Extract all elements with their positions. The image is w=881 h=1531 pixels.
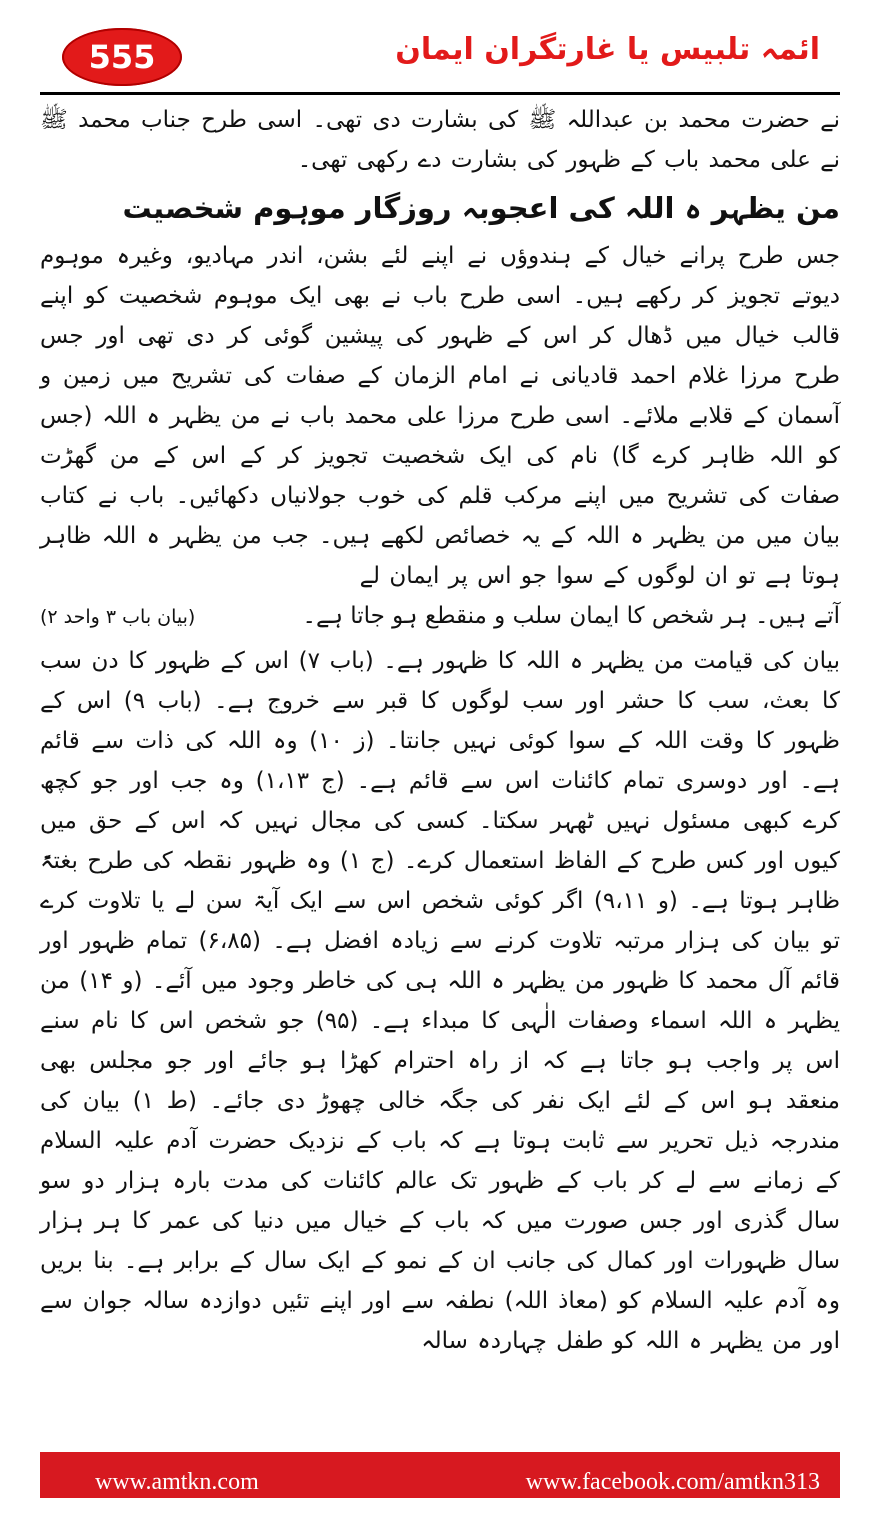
paragraph-2: بیان کی قیامت من یظہر ہ اللہ کا ظہور ہے۔ (باب ۷) اس کے ظہور کا دن سب کا بعث، سب کا حشر اور سب لوگوں کا قبر سے خروج ہے۔ (باب ۹) اس کے ظہور کا وقت اللہ کے سوا کوئی نہیں جانتا۔ (ز ۱۰) وہ اللہ کی ذات سے قائم ہے۔ اور دوسری تمام کائنات اس سے قائم ہے۔ (ج ۱،۱۳) وہ جب اور جو کچھ کرے کبھی مسئول نہیں ٹھہر سکتا۔ کسی کی مجال نہیں کہ اس کے حق میں کیوں اور کس طرح کے الفاظ استعمال کرے۔ (ج ۱) وہ ظہور نقطہ کی طرح بغتۃً ظاہر ہوتا ہے۔ (و ۹،۱۱) اگر کوئی شخص اس سے ایک آیۃ سن لے یا تلاوت کرے تو بیان کی ہزار مرتبہ تلاوت کرنے سے زیادہ افضل ہے۔ (۶،۸۵) تمام ظہور اور قائم آل محمد کا ظہور من یظہر ہ اللہ ہی کی خاطر وجود میں آئے۔ (و ۱۴) من یظہر ہ اللہ اسماء وصفات الٰہی کا مبداء ہے۔ (۹۵) جو شخص اس کا نام سنے اس پر واجب ہو جاتا ہے کہ از راہ احترام کھڑا ہو جائے اور جو مجلس بھی منعقد ہو اس کے لئے ایک نفر کی جگہ خالی چھوڑ دی جائے۔ (ط ۱) بیان کی مندرجہ ذیل تحریر سے ثابت ہوتا ہے کہ باب کے نزدیک حضرت آدم علیہ السلام کے زمانے سے لے کر باب کے ظہور تک عالم کائنات کی مدت بارہ ہزار دو سو سال گذری اور جس صورت میں کہ باب کے خیال میں دنیا کی عمر کا ہر ہزار سال ظہورات اور کمال کی جانب ان کے نمو کے ایک سال کے برابر ہے۔ بنا بریں وہ آدم علیہ السلام کو (معاذ اللہ) نطفہ سے اور اپنے تئیں دوازدہ سالہ جوان سے اور من یظہر ہ اللہ کو طفل چہاردہ سالہ bbox=[40, 648, 841, 1354]
page-header bbox=[40, 22, 840, 92]
footer-bar bbox=[40, 1466, 840, 1498]
website-link[interactable]: www.amtkn.com bbox=[95, 1468, 259, 1495]
footer-rule bbox=[40, 1452, 840, 1466]
citation-reference: (بیان باب ۳ واحد ۲) bbox=[40, 606, 196, 628]
facebook-link[interactable]: www.facebook.com/amtkn313 bbox=[525, 1468, 820, 1495]
paragraph-1-closing-line bbox=[40, 596, 840, 637]
page-body bbox=[40, 100, 840, 1361]
section-heading: من یظہر ہ اللہ کی اعجوبہ روزگار موہوم شخصیت bbox=[122, 191, 840, 225]
paragraph-1: جس طرح پرانے خیال کے ہندوؤں نے اپنے لئے بشن، اندر مہادیو، وغیرہ موہوم دیوتے تجویز کر رکھے ہیں۔ اسی طرح باب نے بھی ایک موہوم شخصیت کو اپنے قالب خیال میں ڈھال کر اس کے ظہور کی پیشین گوئی کر دی تھی اور جس طرح مرزا غلام احمد قادیانی نے امام الزمان کے صفات کی تشریح میں زمین و آسمان کے قلابے ملائے۔ اسی طرح مرزا علی محمد باب نے من یظہر ہ اللہ (جس کو اللہ ظاہر کرے گا) نام کی ایک شخصیت تجویز کر کے اس کے من گھڑت صفات کی تشریح میں اپنے مرکب قلم کی خوب جولانیاں دکھائیں۔ باب نے کتاب بیان میں من یظہر ہ اللہ کے یہ خصائص لکھے ہیں۔ جب من یظہر ہ اللہ ظاہر ہوتا ہے تو ان لوگوں کے سوا جو اس پر ایمان لے bbox=[40, 243, 840, 589]
header-divider bbox=[40, 92, 840, 95]
intro-paragraph: نے حضرت محمد بن عبداللہ ﷺ کی بشارت دی تھی۔ اسی طرح جناب محمد ﷺ نے علی محمد باب کے ظہور کی بشارت دے رکھی تھی۔ bbox=[40, 107, 840, 173]
page-number-badge: 555 bbox=[62, 28, 182, 86]
paragraph-1-last-line: آتے ہیں۔ ہر شخص کا ایمان سلب و منقطع ہو جاتا ہے۔ bbox=[302, 603, 840, 629]
running-title: ائمہ تلبیس یا غارتگران ایمان bbox=[395, 32, 820, 67]
